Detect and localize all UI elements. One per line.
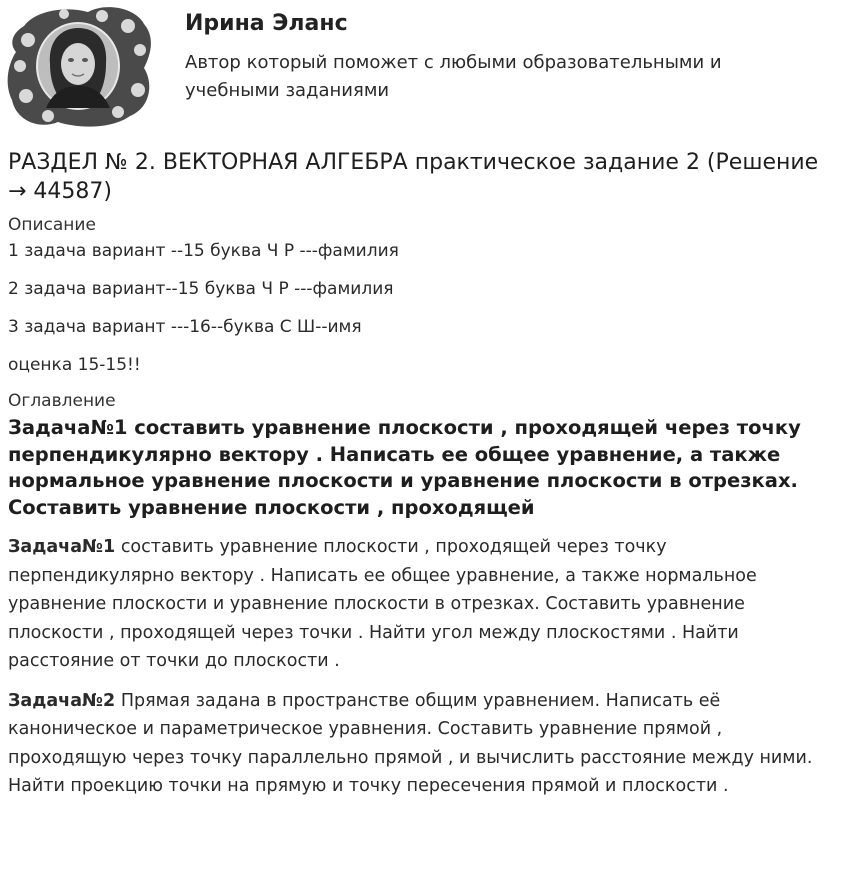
toc-heading: Задача№1 составить уравнение плоскости , проходящей через точку перпендикулярно вектору . Написать ее общее уравнение, а также нормальное уравнение плоскости и уравнение плоскости в отрезках. Составить уравнение плоскости , проходящей [8,416,801,519]
avatar-photo [36,22,120,110]
author-name[interactable]: Ирина Эланс [185,11,348,36]
task-2-label: Задача№2 [8,690,116,711]
task-1-text: составить уравнение плоскости , проходящей через точку перпендикулярно вектору . Написать ее общее уравнение, а также нормальное уравнение плоскости и уравнение плоскости в отрезках. Составить уравнение плоскости , проходящей через точки . Найти угол между плоскостями . Найти расстояние от точки до плоскости . [8,537,757,671]
task-2 [8,687,836,801]
toc-label: Оглавление [8,391,116,411]
author-block [0,0,847,140]
main-content [8,148,836,812]
description-line-1: 1 задача вариант --15 буква Ч Р ---фамилия [8,241,399,261]
page-title: РАЗДЕЛ № 2. ВЕКТОРНАЯ АЛГЕБРА практическое задание 2 (Решение → 44587) [8,150,819,204]
description-line-3: 3 задача вариант ---16--буква С Ш--имя [8,317,362,337]
task-1-label: Задача№1 [8,537,116,557]
description-line-4: оценка 15-15!! [8,355,141,375]
task-1 [8,533,836,676]
description-label: Описание [8,215,96,235]
author-avatar[interactable] [6,4,152,128]
author-description: Автор который поможет с любыми образовательными и учебными заданиями [185,52,722,101]
task-2-text: Прямая задана в пространстве общим уравнением. Написать её каноническое и параметрическое уравнения. Составить уравнение прямой , проходящую через точку параллельно прямой , и вычислить расстояние между ними. Найти проекцию точки на прямую и точку пересечения прямой и плоскости . [8,690,813,796]
description-line-2: 2 задача вариант--15 буква Ч Р ---фамилия [8,279,394,299]
